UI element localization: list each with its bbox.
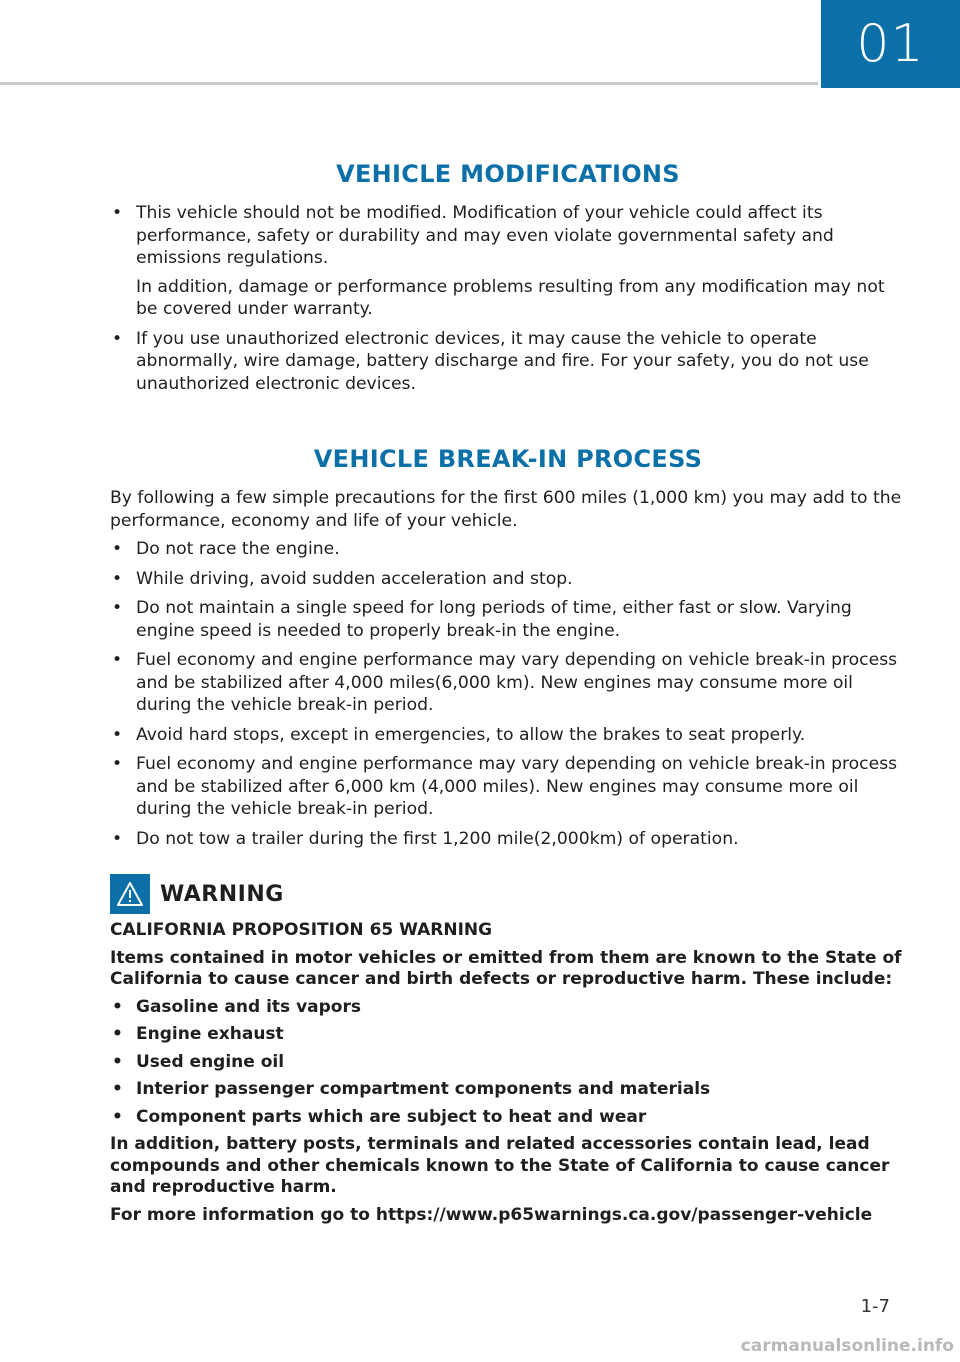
list-item: [110, 1052, 906, 1074]
list-item: [110, 538, 906, 561]
list-item-text: While driving, avoid sudden acceleration and stop.: [136, 568, 573, 589]
list-item-text: Do not maintain a single speed for long periods of time, either fast or slow. Varying engine speed is needed to properly break-in the engine.: [136, 598, 852, 641]
section-title-modifications: VEHICLE MODIFICATIONS: [336, 160, 680, 188]
section-title-breakin: VEHICLE BREAK-IN PROCESS: [313, 445, 703, 473]
chapter-tab: 01: [821, 0, 960, 88]
bullet-icon: •: [112, 754, 123, 774]
list-item: [110, 649, 906, 717]
list-item: [110, 568, 906, 591]
list-item-text: Component parts which are subject to heat and wear: [136, 1106, 647, 1127]
bullet-icon: •: [112, 203, 123, 223]
warning-title: WARNING: [160, 881, 284, 907]
breakin-intro: By following a few simple precautions for the first 600 miles (1,000 km) you may add to the performance, economy and life of your vehicle.: [110, 488, 902, 531]
list-item-text: Fuel economy and engine performance may vary depending on vehicle break-in process and be stabilized after 4,000 miles(6,000 km). New engines may consume more oil during the vehicle break-in period.: [136, 650, 898, 715]
warning-lead: Items contained in motor vehicles or emitted from them are known to the State of California to cause cancer and birth defects or reproductive harm. These include:: [110, 947, 902, 989]
bullet-icon: •: [112, 1079, 123, 1099]
bullet-icon: •: [112, 1106, 123, 1127]
warning-icon: [110, 874, 150, 914]
bullet-icon: •: [112, 328, 123, 349]
bullet-icon: •: [112, 1051, 123, 1072]
list-item: [110, 1024, 906, 1046]
bullet-icon: •: [112, 1024, 123, 1044]
list-item: [110, 328, 906, 396]
bullet-icon: •: [112, 539, 123, 559]
page-number: 1-7: [860, 1296, 890, 1317]
list-item-extra: In addition, damage or performance problems resulting from any modification may not be covered under warranty.: [136, 276, 885, 319]
warning-triangle-icon: [117, 882, 143, 906]
watermark: carmanualsonline.info: [740, 1336, 954, 1356]
bullet-icon: •: [112, 828, 123, 849]
bullet-icon: •: [112, 724, 123, 745]
list-item-text: Avoid hard stops, except in emergencies, to allow the brakes to seat properly.: [136, 724, 806, 745]
warning-additional: In addition, battery posts, terminals and related accessories contain lead, lead compounds and other chemicals known to the State of California to cause cancer and reproductive harm.: [110, 1134, 890, 1197]
list-item-text: If you use unauthorized electronic devices, it may cause the vehicle to operate abnormally, wire damage, battery discharge and fire. For your safety, you do not use unauthorized electronic devices.: [136, 328, 869, 394]
warning-list: [110, 997, 906, 1129]
bullet-icon: •: [112, 568, 123, 589]
list-item-text: This vehicle should not be modified. Modification of your vehicle could affect its performance, safety or durability and may even violate governmental safety and emissions regulations.: [136, 203, 834, 268]
warning-block: [110, 874, 906, 1226]
list-item: [110, 724, 906, 747]
bullet-icon: •: [112, 598, 123, 618]
list-item-text: Interior passenger compartment components and materials: [136, 1079, 711, 1099]
modifications-list: [110, 202, 906, 395]
list-item-text: Do not tow a trailer during the first 1,200 mile(2,000km) of operation.: [136, 828, 739, 849]
warning-more-info: For more information go to https://www.p65warnings.ca.gov/passenger-vehicle: [110, 1204, 873, 1225]
list-item-text: Engine exhaust: [136, 1024, 284, 1044]
warning-subtitle: CALIFORNIA PROPOSITION 65 WARNING: [110, 920, 493, 940]
breakin-list: [110, 538, 906, 850]
bullet-icon: •: [112, 650, 123, 670]
list-item: [110, 597, 906, 642]
header-rule: [0, 82, 818, 85]
list-item: [110, 1107, 906, 1129]
list-item: [110, 1079, 906, 1101]
list-item: [110, 828, 906, 851]
bullet-icon: •: [112, 996, 123, 1017]
warning-header: [110, 874, 906, 914]
list-item-text: Used engine oil: [136, 1051, 285, 1072]
page-content: [110, 160, 906, 1232]
list-item-text: Gasoline and its vapors: [136, 996, 361, 1017]
list-item: [110, 753, 906, 821]
list-item: [110, 997, 906, 1019]
list-item-text: Fuel economy and engine performance may vary depending on vehicle break-in process and be stabilized after 6,000 km (4,000 miles). New engines may consume more oil during the vehicle break-in period.: [136, 754, 898, 819]
list-item: [110, 202, 906, 321]
list-item-text: Do not race the engine.: [136, 539, 340, 559]
